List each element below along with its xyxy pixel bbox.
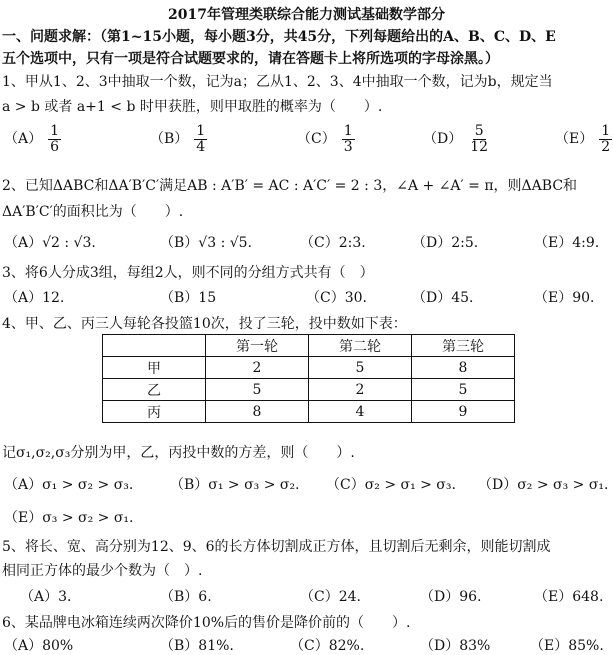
q3-option-d: （D）45. (412, 290, 474, 306)
table-cell: 8 (412, 357, 515, 379)
table-cell: 4 (309, 401, 412, 423)
table-cell: 5 (206, 379, 309, 401)
q6-option-d: （D）83% (420, 638, 491, 654)
table-row (103, 357, 515, 379)
table-cell: 5 (412, 379, 515, 401)
q6-stem: 6、某品牌电冰箱连续两次降价10%后的售价是降价前的（ ）. (2, 615, 411, 631)
q3-option-e: （E）90. (534, 290, 595, 306)
table-cell: 乙 (103, 379, 206, 401)
q2-option-b: （B）√3 : √5. (160, 235, 253, 251)
table-cell: 2 (206, 357, 309, 379)
q2-option-c: （C）2:3. (300, 235, 366, 251)
table-cell: 5 (309, 357, 412, 379)
q5-option-d: （D）96. (420, 589, 482, 605)
q5-stem-line1: 5、将长、宽、高分别为12、9、6的长方体切割成正方体，且切割后无剩余，则能切割成 (2, 539, 551, 555)
section-heading-line2: 五个选项中，只有一项是符合试题要求的，请在答题卡上将所选项的字母涂黑。） (2, 51, 499, 67)
q4-option-e: （E）σ₃ > σ₂ > σ₁. (4, 510, 134, 526)
table-header-cell: 第二轮 (309, 335, 412, 357)
q5-option-c: （C）24. (300, 589, 361, 605)
q4-option-d: （D）σ₂ > σ₃ > σ₁. (478, 477, 609, 493)
q1-option-d: （D） $\frac{5}{12}$ (423, 123, 489, 155)
q4-option-b: （B）σ₁ > σ₃ > σ₂. (170, 477, 300, 493)
page-title: 2017年管理类联综合能力测试基础数学部分 (168, 7, 445, 23)
q4-stem-line2: 记σ₁,σ₂,σ₃分别为甲，乙，丙投中数的方差，则（ ）. (2, 445, 355, 461)
q5-option-a: （A）3. (20, 589, 72, 605)
table-row (103, 379, 515, 401)
q1-option-a: （A） $\frac{1}{6}$ (4, 123, 60, 155)
q3-option-a: （A）12. (4, 290, 65, 306)
q6-option-b: （B）81%. (160, 638, 234, 654)
table-header-cell: 第一轮 (206, 335, 309, 357)
table-header-row (103, 335, 515, 357)
q2-stem-line2: ΔA′B′C′的面积比为（ ）. (2, 204, 184, 220)
section-heading: 一、问题求解：（第1~15小题，每小题3分，共45分，下列每题给出的A、B、C、D、E (2, 29, 556, 45)
q5-option-b: （B）6. (160, 589, 212, 605)
shooting-score-table (102, 334, 515, 423)
table-row (103, 401, 515, 423)
table-cell: 9 (412, 401, 515, 423)
table-cell: 8 (206, 401, 309, 423)
q4-option-c: （C）σ₂ > σ₁ > σ₃. (326, 477, 456, 493)
q2-option-d: （D）2:5. (412, 235, 479, 251)
q6-option-c: （C）82%. (290, 638, 365, 654)
q1-option-b: （B） $\frac{1}{4}$ (150, 123, 206, 155)
table-cell: 2 (309, 379, 412, 401)
table-cell: 丙 (103, 401, 206, 423)
q3-option-b: （B）15 (160, 290, 217, 306)
q1-option-e: （E） $\frac{1}{2}$ (555, 123, 611, 155)
q6-option-e: （E）85%. (530, 638, 604, 654)
q1-stem-line2: a > b 或者 a+1 < b 时甲获胜，则甲取胜的概率为（ ）. (2, 99, 383, 115)
table-header-cell (103, 335, 206, 357)
table-header-cell: 第三轮 (412, 335, 515, 357)
table-cell: 甲 (103, 357, 206, 379)
q6-option-a: （A）80% (4, 638, 74, 654)
q5-option-e: （E）648. (534, 589, 604, 605)
q2-option-a: （A）√2 : √3. (4, 235, 96, 251)
q1-option-c: （C） $\frac{1}{3}$ (297, 123, 353, 155)
q4-option-a: （A）σ₁ > σ₂ > σ₃. (4, 477, 134, 493)
q3-option-c: （C）30. (306, 290, 367, 306)
q3-stem: 3、将6人分成3组，每组2人，则不同的分组方式共有（ ） (2, 265, 374, 281)
q2-option-e: （E）4:9. (534, 235, 600, 251)
q5-stem-line2: 相同正方体的最少个数为（ ）. (2, 563, 203, 579)
q4-stem-line1: 4、甲、乙、丙三人每轮各投篮10次，投了三轮，投中数如下表： (2, 316, 407, 332)
q2-stem-line1: 2、已知ΔABC和ΔA′B′C′满足AB : A′B′ = AC : A′C′ = 2 : 3，∠A + ∠A′ = π，则ΔABC和 (2, 178, 578, 194)
q1-stem-line1: 1、甲从1、2、3中抽取一个数，记为a；乙从1、2、3、4中抽取一个数，记为b，规定当 (2, 74, 553, 90)
